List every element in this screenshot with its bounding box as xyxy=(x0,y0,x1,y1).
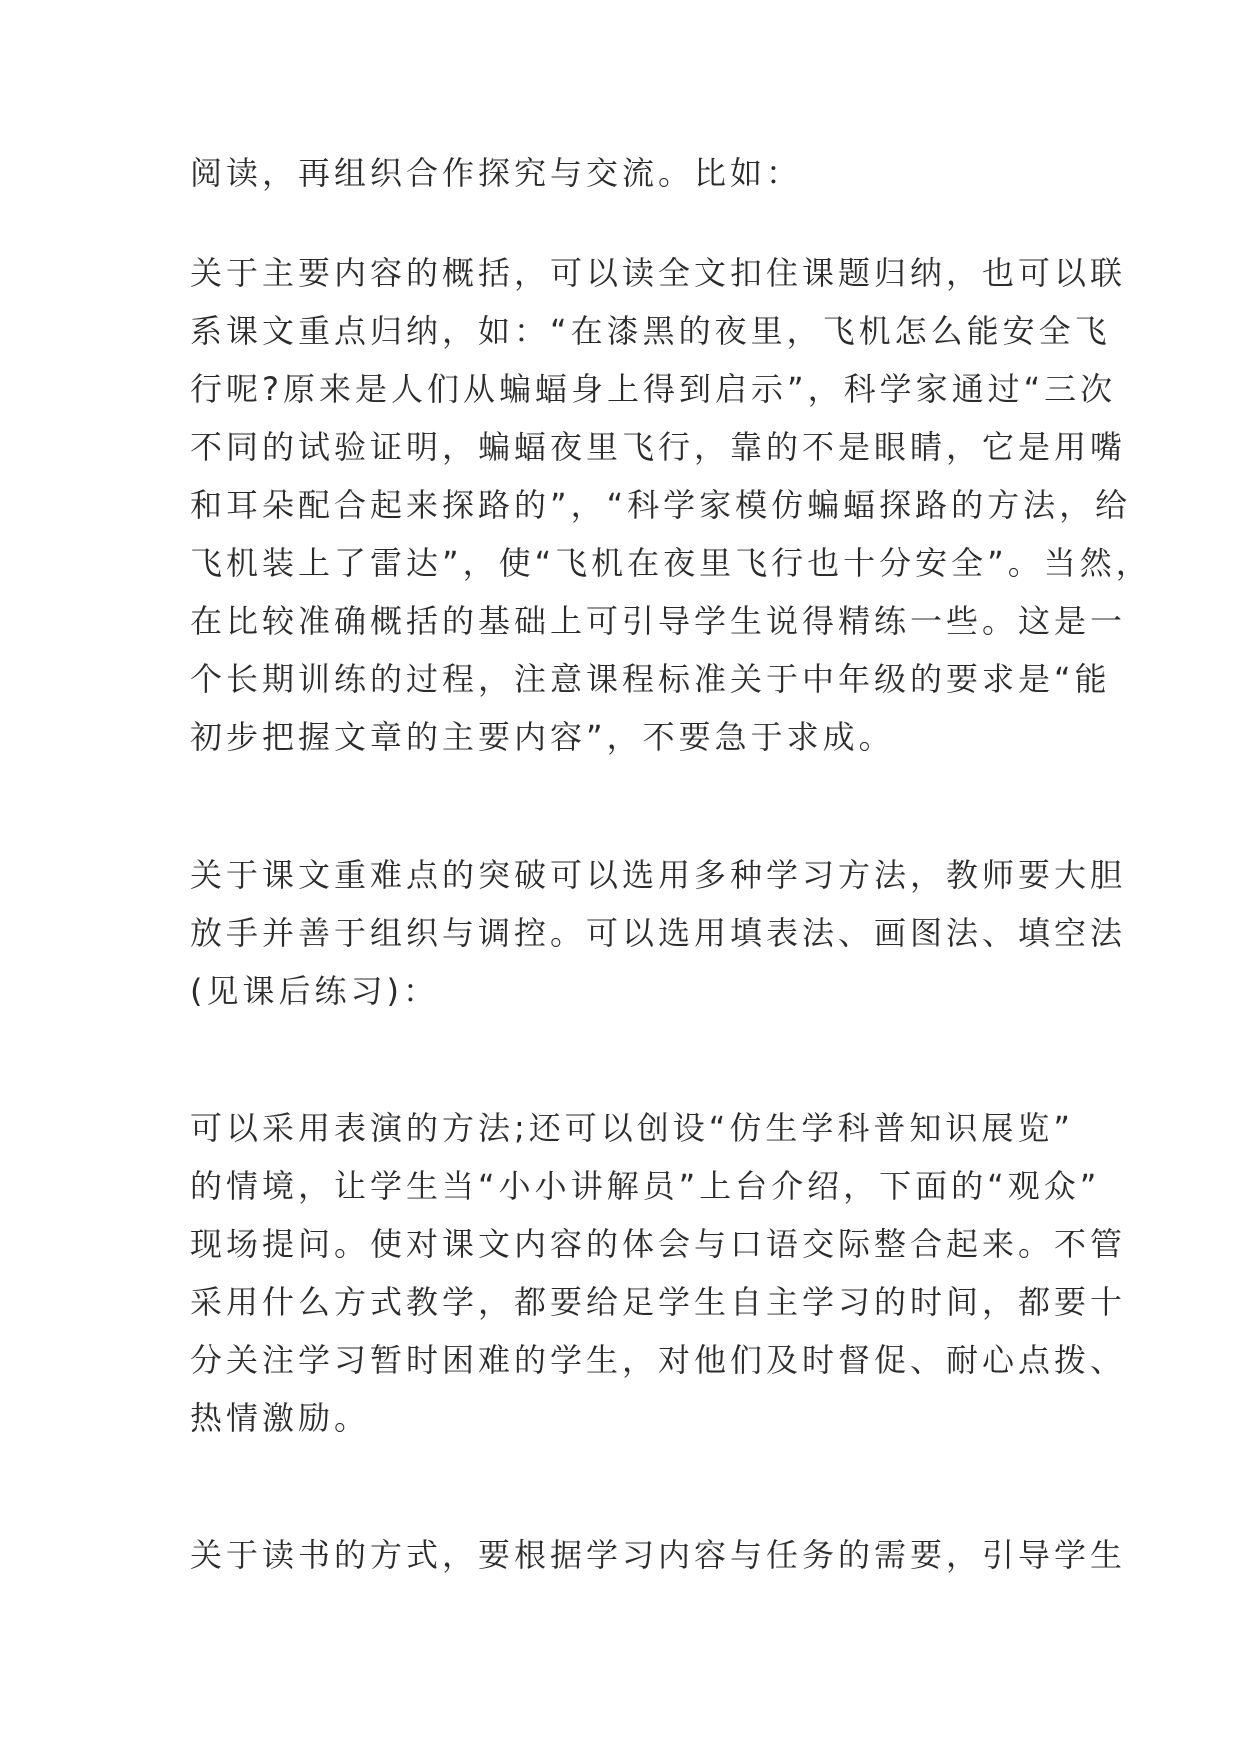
text-line: 现场提问。使对课文内容的体会与口语交际整合起来。不管 xyxy=(190,1225,1127,1263)
text-line: 和耳朵配合起来探路的”，“科学家模仿蝙蝠探路的方法，给 xyxy=(190,486,1132,524)
text-line: 系课文重点归纳，如：“在漆黑的夜里，飞机怎么能安全飞 xyxy=(190,312,1111,350)
text-line: 初步把握文章的主要内容”，不要急于求成。 xyxy=(190,718,895,756)
text-line: 飞机装上了雷达”，使“飞机在夜里飞行也十分安全”。当然， xyxy=(190,544,1152,582)
text-line: 不同的试验证明，蝙蝠夜里飞行，靠的不是眼睛，它是用嘴 xyxy=(190,428,1127,466)
text-line: 采用什么方式教学，都要给足学生自主学习的时间，都要十 xyxy=(190,1283,1127,1321)
text-line: 分关注学习暂时困难的学生，对他们及时督促、耐心点拨、 xyxy=(190,1341,1127,1379)
text-line: 在比较准确概括的基础上可引导学生说得精练一些。这是一 xyxy=(190,602,1127,640)
text-line: 关于课文重难点的突破可以选用多种学习方法，教师要大胆 xyxy=(190,856,1127,894)
text-line: 可以采用表演的方法;还可以创设“仿生学科普知识展览” xyxy=(190,1109,1074,1147)
text-line: 个长期训练的过程，注意课程标准关于中年级的要求是“能 xyxy=(190,660,1111,698)
text-line: 阅读，再组织合作探究与交流。比如： xyxy=(190,154,803,192)
text-line: 行呢?原来是人们从蝙蝠身上得到启示”，科学家通过“三次 xyxy=(190,370,1117,408)
text-line: 放手并善于组织与调控。可以选用填表法、画图法、填空法 xyxy=(190,914,1127,952)
text-line: 的情境，让学生当“小小讲解员”上台介绍，下面的“观众” xyxy=(190,1167,1101,1205)
text-line: (见课后练习)： xyxy=(190,972,439,1010)
text-line: 关于主要内容的概括，可以读全文扣住课题归纳，也可以联 xyxy=(190,254,1127,292)
text-line: 热情激励。 xyxy=(190,1399,371,1437)
text-line: 关于读书的方式，要根据学习内容与任务的需要，引导学生 xyxy=(190,1536,1127,1574)
